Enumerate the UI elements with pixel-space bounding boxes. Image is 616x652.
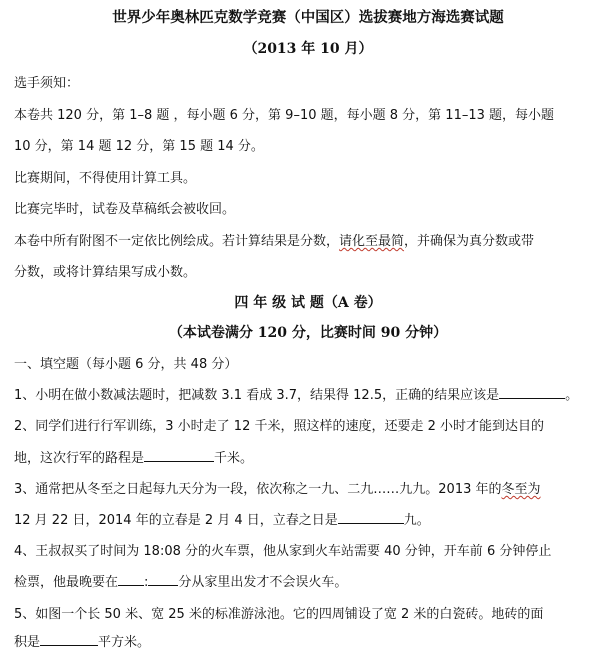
question-2-line-2 (14, 447, 602, 466)
notice-line-2: 10 分，第 14 题 12 分，第 15 题 14 分。 (14, 139, 264, 154)
notice-line-5 (14, 230, 602, 249)
question-2-text: 地，这次行军的路程是 (14, 451, 145, 466)
question-5-line-2 (14, 631, 602, 650)
question-5-end: 平方米。 (98, 635, 151, 650)
answer-blank[interactable] (40, 633, 98, 646)
exam-title: 世界少年奥林匹克数学竞赛（中国区）选拔赛地方海选赛试题 (112, 9, 504, 26)
question-4-text-a: 检票，他最晚要在 (14, 575, 119, 590)
question-3-line-1 (14, 478, 602, 497)
question-5-text: 积是 (14, 635, 41, 650)
question-3-line-2 (14, 509, 602, 528)
question-1-end: 。 (565, 388, 579, 403)
notice-line-3: 比赛期间，不得使用计算工具。 (14, 171, 197, 186)
paper-subtitle: （本试卷满分 120 分，比赛时间 90 分钟） (168, 325, 448, 341)
answer-blank-minute[interactable] (148, 573, 178, 586)
grade-title: 四 年 级 试 题（A 卷） (234, 295, 382, 311)
answer-blank[interactable] (144, 449, 214, 462)
question-3-text-c: 12 月 22 日，2014 年的立春是 2 月 4 日，立春之日是 (14, 513, 338, 528)
notice-line-5-part-a: 本卷中所有附图不一定依比例绘成。若计算结果是分数， (14, 234, 340, 249)
question-4-colon: : (144, 575, 149, 590)
question-4-text-b: 分从家里出发才不会误火车。 (178, 575, 348, 590)
notice-line-5-part-b: 请化至最简 (339, 234, 405, 249)
question-3-end: 九。 (403, 513, 430, 528)
question-4-line-1: 4、王叔叔买了时间为 18:08 分的火车票，他从家到火车站需要 40 分钟，开车前 6 分钟停止 (14, 544, 552, 559)
notice-heading: 选手须知： (14, 76, 80, 91)
question-2-end: 千米。 (214, 451, 254, 466)
question-1 (14, 384, 602, 403)
notice-line-6: 分数，或将计算结果写成小数。 (14, 265, 197, 280)
answer-blank-hour[interactable] (118, 573, 144, 586)
question-5-line-1: 5、如图一个长 50 米、宽 25 米的标准游泳池。它的四周铺设了宽 2 米的白瓷砖。地砖的面 (14, 607, 544, 622)
section-1-heading: 一、填空题（每小题 6 分，共 48 分） (14, 357, 238, 372)
exam-date: （2013 年 10 月） (243, 41, 373, 57)
notice-line-5-part-c: ，并确保为真分数或带 (404, 234, 535, 249)
question-2-line-1: 2、同学们进行行军训练，3 小时走了 12 千米，照这样的速度，还要走 2 小时才能到达目的 (14, 419, 545, 434)
question-3-text-b: 冬至为 (501, 482, 541, 497)
notice-line-4: 比赛完毕时，试卷及草稿纸会被收回。 (14, 202, 236, 217)
answer-blank[interactable] (338, 511, 404, 524)
question-4-line-2 (14, 571, 602, 590)
answer-blank[interactable] (499, 386, 565, 399)
question-3-text-a: 3、通常把从冬至之日起每九天分为一段，依次称之一九、二九……九九。2013 年的 (14, 482, 502, 497)
question-1-text: 1、小明在做小数减法题时，把减数 3.1 看成 3.7，结果得 12.5，正确的结果应该是 (14, 388, 500, 403)
notice-line-1: 本卷共 120 分，第 1–8 题 ，每小题 6 分，第 9–10 题，每小题 8 分，第 11–13 题，每小题 (14, 108, 555, 123)
